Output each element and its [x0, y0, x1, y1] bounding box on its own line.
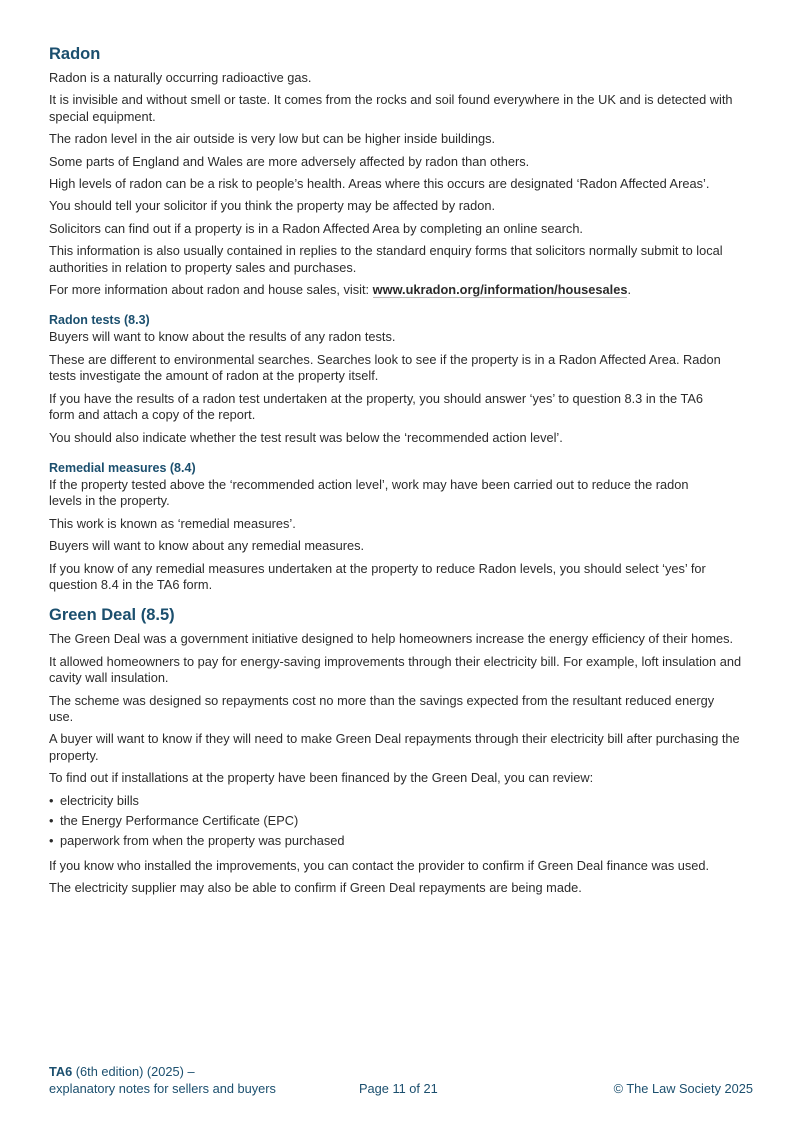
page-footer — [49, 1063, 753, 1103]
remedial-paragraph: Buyers will want to know about any remedial measures. — [49, 538, 365, 554]
footer-doc-subtitle: explanatory notes for sellers and buyers — [49, 1081, 276, 1096]
green-deal-section — [49, 605, 759, 896]
list-item — [49, 793, 759, 809]
review-list — [49, 793, 759, 850]
radon-paragraph: Radon is a naturally occurring radioactive gas. — [49, 70, 312, 85]
green-deal-closing: If you know who installed the improvements, you can contact the provider to confirm if Green Deal finance was used. — [49, 857, 710, 873]
ukradon-link[interactable]: www.ukradon.org/information/housesales — [372, 282, 628, 298]
list-item-text: the Energy Performance Certificate (EPC) — [60, 813, 299, 828]
radon-tests-paragraph: Buyers will want to know about the results of any radon tests. — [49, 329, 396, 345]
radon-tests-paragraph: You should also indicate whether the test result was below the ‘recommended action level’. — [49, 429, 563, 445]
remedial-paragraph: This work is known as ‘remedial measures’. — [49, 515, 296, 531]
green-deal-paragraph: To find out if installations at the property have been financed by the Green Deal, you can review: — [49, 770, 594, 786]
green-deal-closing: The electricity supplier may also be able to confirm if Green Deal repayments are being made. — [49, 880, 582, 896]
footer-doc-edition: (6th edition) (2025) – — [72, 1064, 195, 1079]
bullet-icon: • — [49, 813, 54, 828]
page-number: Page 11 of 21 — [359, 1081, 438, 1096]
remedial-paragraph: If the property tested above the ‘recommended action level’, work may have been carried out to reduce the radon levels in the property. — [49, 476, 689, 509]
remedial-measures-heading: Remedial measures (8.4) — [49, 460, 196, 475]
document-body — [49, 44, 759, 903]
radon-tests-heading: Radon tests (8.3) — [49, 313, 150, 328]
list-item — [49, 833, 759, 849]
list-item — [49, 813, 759, 829]
copyright-notice: © The Law Society 2025 — [613, 1081, 753, 1096]
radon-more-info — [49, 282, 759, 298]
green-deal-paragraph: It allowed homeowners to pay for energy-saving improvements through their electricity bill. For example, loft insulation and cavity wall insulation. — [49, 653, 742, 686]
radon-paragraph: The radon level in the air outside is very low but can be higher inside buildings. — [49, 131, 496, 147]
green-deal-paragraph: A buyer will want to know if they will need to make Green Deal repayments through their electricity bill after purchasing the property. — [49, 731, 740, 763]
radon-paragraph: This information is also usually contained in replies to the standard enquiry forms that solicitors normally submit to local authorities in relation to property sales and purchases. — [49, 243, 723, 275]
radon-paragraph: High levels of radon can be a risk to people’s health. Areas where this occurs are designated ‘Radon Affected Areas’. — [49, 176, 710, 192]
radon-section — [49, 44, 759, 298]
footer-doc-code: TA6 — [49, 1064, 73, 1079]
list-item-text: electricity bills — [60, 792, 139, 808]
radon-heading: Radon — [49, 45, 101, 63]
radon-tests-paragraph: If you have the results of a radon test undertaken at the property, you should answer ‘yes’ to question 8.3 in the TA6 form and attach a copy of the report. — [49, 390, 703, 423]
footer-document-title — [49, 1063, 276, 1097]
green-deal-paragraph: The scheme was designed so repayments cost no more than the savings expected from the resultant reduced energy use. — [49, 692, 715, 724]
bullet-icon: • — [49, 833, 54, 849]
remedial-paragraph: If you know of any remedial measures undertaken at the property to reduce Radon levels, you should select ‘yes’ for question 8.4 in the TA6 form. — [49, 560, 706, 592]
radon-paragraph: Solicitors can find out if a property is in a Radon Affected Area by completing an online search. — [49, 220, 583, 236]
remedial-measures-section — [49, 460, 759, 593]
radon-tests-paragraph: These are different to environmental searches. Searches look to see if the property is in a Radon Affected Area. Radon tests investigate the amount of radon at the property itself. — [49, 351, 721, 384]
green-deal-paragraph: The Green Deal was a government initiative designed to help homeowners increase the energy efficiency of their homes. — [49, 631, 734, 647]
green-deal-heading: Green Deal (8.5) — [49, 606, 175, 625]
bullet-icon: • — [49, 792, 54, 808]
radon-paragraph: It is invisible and without smell or taste. It comes from the rocks and soil found everywhere in the UK and is detected with special equipment. — [49, 92, 733, 124]
more-info-text: For more information about radon and house sales, visit: — [49, 282, 373, 298]
list-item-text: paperwork from when the property was purchased — [60, 833, 345, 849]
radon-paragraph: Some parts of England and Wales are more adversely affected by radon than others. — [49, 153, 530, 169]
radon-tests-section — [49, 312, 759, 445]
more-info-suffix: . — [627, 282, 632, 298]
radon-paragraph: You should tell your solicitor if you think the property may be affected by radon. — [49, 198, 496, 214]
